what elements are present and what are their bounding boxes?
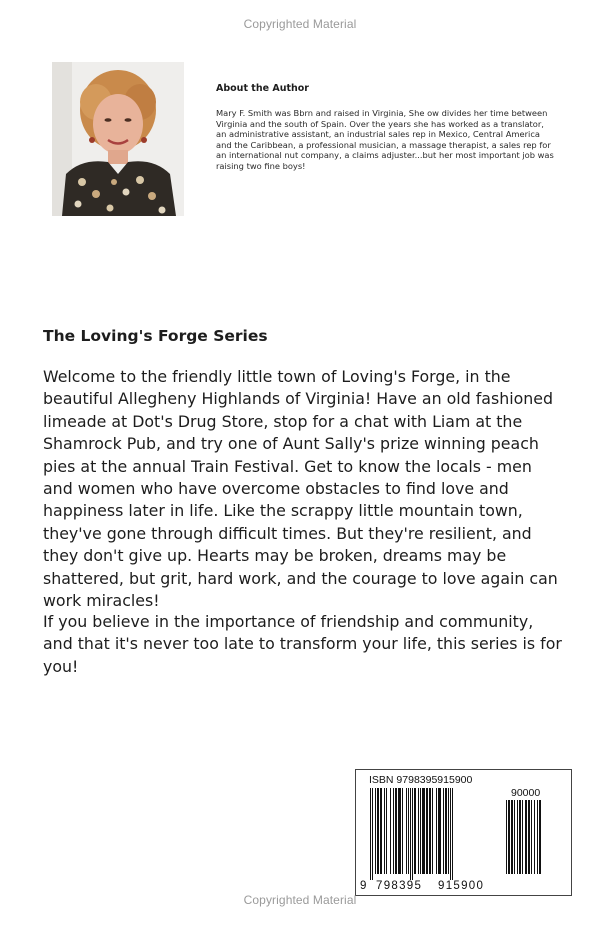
barcode-bar — [506, 800, 507, 874]
barcode-bar — [395, 788, 397, 874]
ean13-barcode — [370, 788, 498, 880]
barcode-digit-prefix: 9 — [360, 880, 367, 892]
isbn-label: ISBN 9798395915900 — [369, 774, 473, 786]
barcode-bar — [525, 800, 527, 874]
copyright-watermark-bottom: Copyrighted Material — [243, 893, 357, 907]
barcode-bar — [393, 788, 394, 874]
barcode-bar — [531, 800, 532, 874]
barcode-bar — [452, 788, 453, 880]
isbn-barcode-box — [355, 769, 572, 896]
barcode-bar — [406, 788, 407, 874]
barcode-bar — [445, 788, 447, 874]
barcode-bar — [438, 788, 441, 874]
barcode-bar — [426, 788, 428, 874]
barcode-bar — [380, 788, 382, 874]
about-author-bio: Mary F. Smith was Bbrn and raised in Virginia, She ow divides her time between Virginia and the south of Spain. Over the years she has worked as a translator, an administrative assistant, an industrial sales rep in Mexico, Central America and the Caribbean, a professional musician, a massage therapist, a sales rep for an international nut company, a claims adjuster...but her most important job was raising two fine boys! — [216, 108, 554, 171]
barcode-bar — [418, 788, 419, 874]
about-author-heading: About the Author — [216, 83, 309, 94]
series-title: The Loving's Forge Series — [43, 327, 268, 345]
barcode-bar — [370, 788, 371, 880]
barcode-bar — [408, 788, 409, 874]
barcode-bar — [443, 788, 444, 874]
barcode-bar — [375, 788, 376, 874]
barcode-bar — [511, 800, 513, 874]
barcode-bar — [386, 788, 387, 874]
series-description-paragraph-2: If you believe in the importance of friendship and community, and that it's never too late to transform your life, this series is for you! — [43, 612, 562, 676]
addon-barcode — [506, 800, 556, 878]
author-portrait-image — [52, 62, 184, 216]
barcode-bar — [410, 788, 411, 880]
barcode-bar — [448, 788, 449, 874]
barcode-bar — [384, 788, 385, 874]
barcode-digit-group-right: 915900 — [438, 880, 485, 892]
barcode-bar — [402, 788, 403, 874]
barcode-bar — [539, 800, 541, 874]
series-description-paragraph-1: Welcome to the friendly little town of Loving's Forge, in the beautiful Allegheny Highlands of Virginia! Have an old fashioned limeade at Dot's Drug Store, stop for a chat with Liam at the Shamrock Pub, and try one of Aunt Sally's prize winning peach pies at the annual Train Festival. Get to know the locals - men and women who have overcome obstacles to find love and happiness later in life. Like the scrappy little mountain town, they've gone through difficult times. But they're resilient, and they don't give up. Hearts may be broken, dreams may be shattered, but grit, hard work, and the courage to love again can work miracles! — [43, 367, 558, 611]
addon-price-code: 90000 — [511, 787, 541, 799]
barcode-bar — [436, 788, 437, 874]
author-photo — [52, 62, 184, 216]
barcode-bar — [377, 788, 379, 874]
barcode-bar — [372, 788, 373, 880]
barcode-bar — [522, 800, 523, 874]
barcode-bar — [528, 800, 530, 874]
barcode-bar — [514, 800, 515, 874]
barcode-bar — [420, 788, 421, 874]
barcode-digit-group-left: 798395 — [376, 880, 423, 892]
barcode-bar — [398, 788, 401, 874]
barcode-bar — [537, 800, 538, 874]
barcode-bar — [429, 788, 431, 874]
barcode-bar — [432, 788, 433, 874]
barcode-bar — [534, 800, 535, 874]
barcode-bar — [450, 788, 451, 880]
barcode-bar — [517, 800, 518, 874]
barcode-bar — [422, 788, 425, 874]
barcode-bar — [412, 788, 413, 880]
barcode-bar — [414, 788, 416, 874]
barcode-bar — [390, 788, 391, 874]
copyright-watermark-top: Copyrighted Material — [243, 17, 357, 31]
barcode-bar — [508, 800, 510, 874]
barcode-bar — [519, 800, 521, 874]
